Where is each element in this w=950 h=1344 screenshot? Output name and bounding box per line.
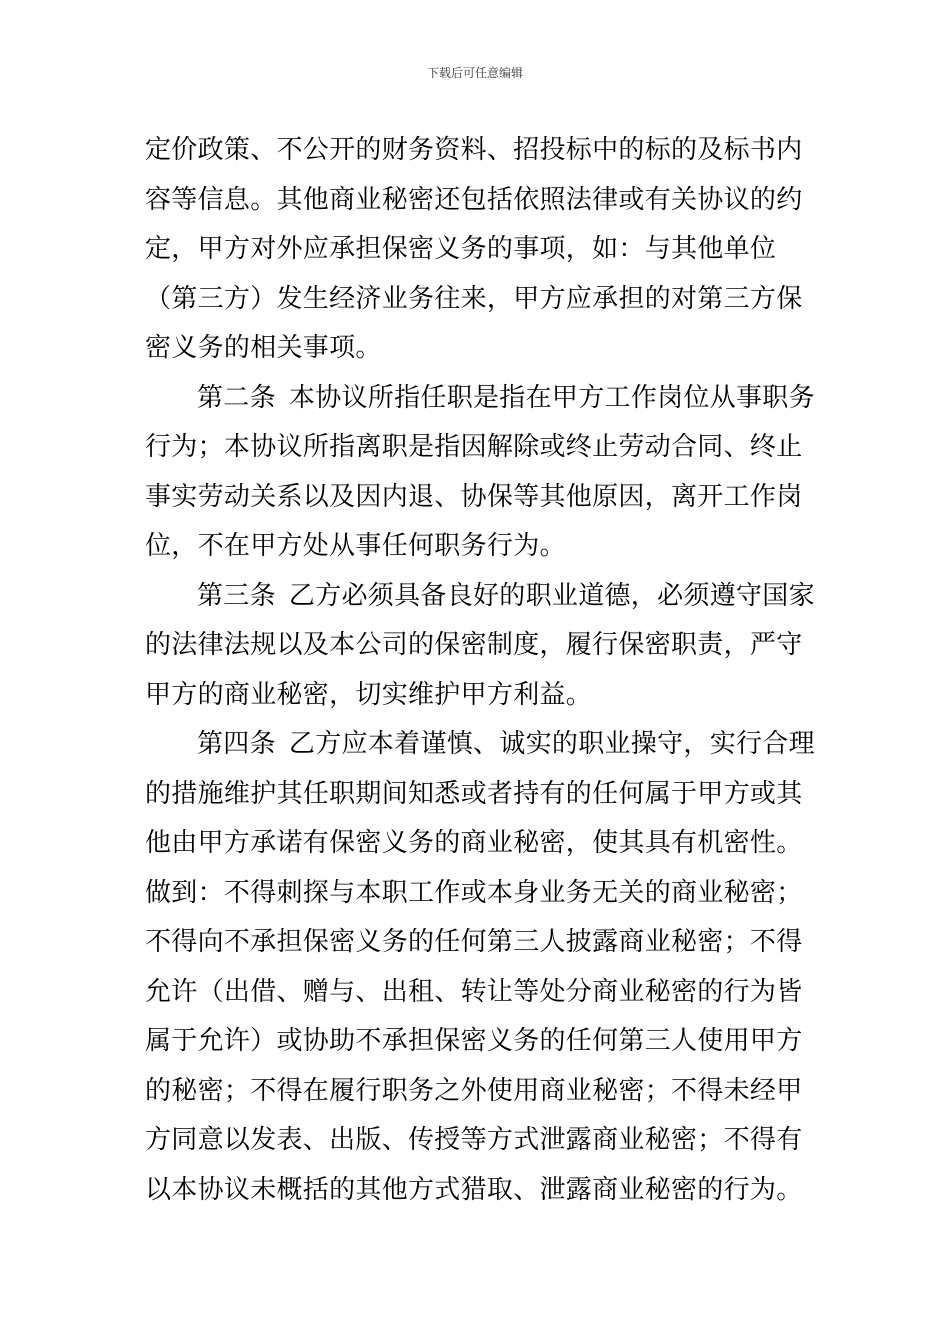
text-line — [145, 374, 815, 424]
article-text: 乙方必须具备良好的职业道德，必须遵守国家 — [288, 580, 815, 611]
text-line — [145, 572, 815, 622]
text-line: 定，甲方对外应承担保密义务的事项，如：与其他单位 — [145, 234, 777, 264]
text-line — [145, 720, 815, 770]
article-number: 第三条 — [197, 580, 276, 611]
text-line: 他由甲方承诺有保密义务的商业秘密，使其具有机密性。 — [145, 828, 803, 858]
text-line: 做到：不得刺探与本职工作或本身业务无关的商业秘密； — [145, 877, 803, 908]
text-line: 允许（出借、赠与、出租、转让等处分商业秘密的行为皆 — [145, 976, 803, 1007]
text-line: 容等信息。其他商业秘密还包括依照法律或有关协议的约 — [145, 184, 803, 215]
text-line: （第三方）发生经济业务往来，甲方应承担的对第三方保 — [145, 283, 803, 314]
article-2 — [145, 374, 815, 572]
article-text: 乙方应本着谨慎、诚实的职业操守，实行合理 — [288, 729, 815, 759]
text-line: 方同意以发表、出版、传授等方式泄露商业秘密；不得有 — [145, 1125, 803, 1155]
page-header: 下载后可任意编辑 — [426, 66, 523, 80]
text-line: 以本协议未概括的其他方式猎取、泄露商业秘密的行为。 — [145, 1174, 803, 1205]
text-line: 事实劳动关系以及因内退、协保等其他原因，离开工作岗 — [145, 481, 803, 512]
text-line: 的措施维护其任职期间知悉或者持有的任何属于甲方或其 — [145, 778, 803, 809]
article-3 — [145, 572, 815, 721]
text-line: 位，不在甲方处从事任何职务行为。 — [145, 531, 566, 561]
text-line: 的秘密；不得在履行职务之外使用商业秘密；不得未经甲 — [145, 1075, 803, 1106]
text-line: 行为；本协议所指离职是指因解除或终止劳动合同、终止 — [145, 432, 803, 462]
article-4 — [145, 720, 815, 1215]
article-number: 第四条 — [197, 729, 276, 759]
text-line: 属于允许）或协助不承担保密义务的任何第三人使用甲方 — [145, 1026, 803, 1056]
text-line: 不得向不承担保密义务的任何第三人披露商业秘密；不得 — [145, 927, 803, 957]
text-line: 的法律法规以及本公司的保密制度，履行保密职责，严守 — [145, 630, 803, 660]
text-line: 密义务的相关事项。 — [145, 333, 382, 363]
paragraph-continuation — [145, 126, 805, 374]
article-text: 本协议所指任职是指在甲方工作岗位从事职务 — [288, 382, 815, 413]
article-number: 第二条 — [197, 382, 276, 413]
text-line: 甲方的商业秘密，切实维护甲方利益。 — [145, 679, 593, 710]
text-line: 定价政策、不公开的财务资料、招投标中的标的及标书内 — [145, 135, 803, 165]
document-body — [145, 126, 815, 1215]
